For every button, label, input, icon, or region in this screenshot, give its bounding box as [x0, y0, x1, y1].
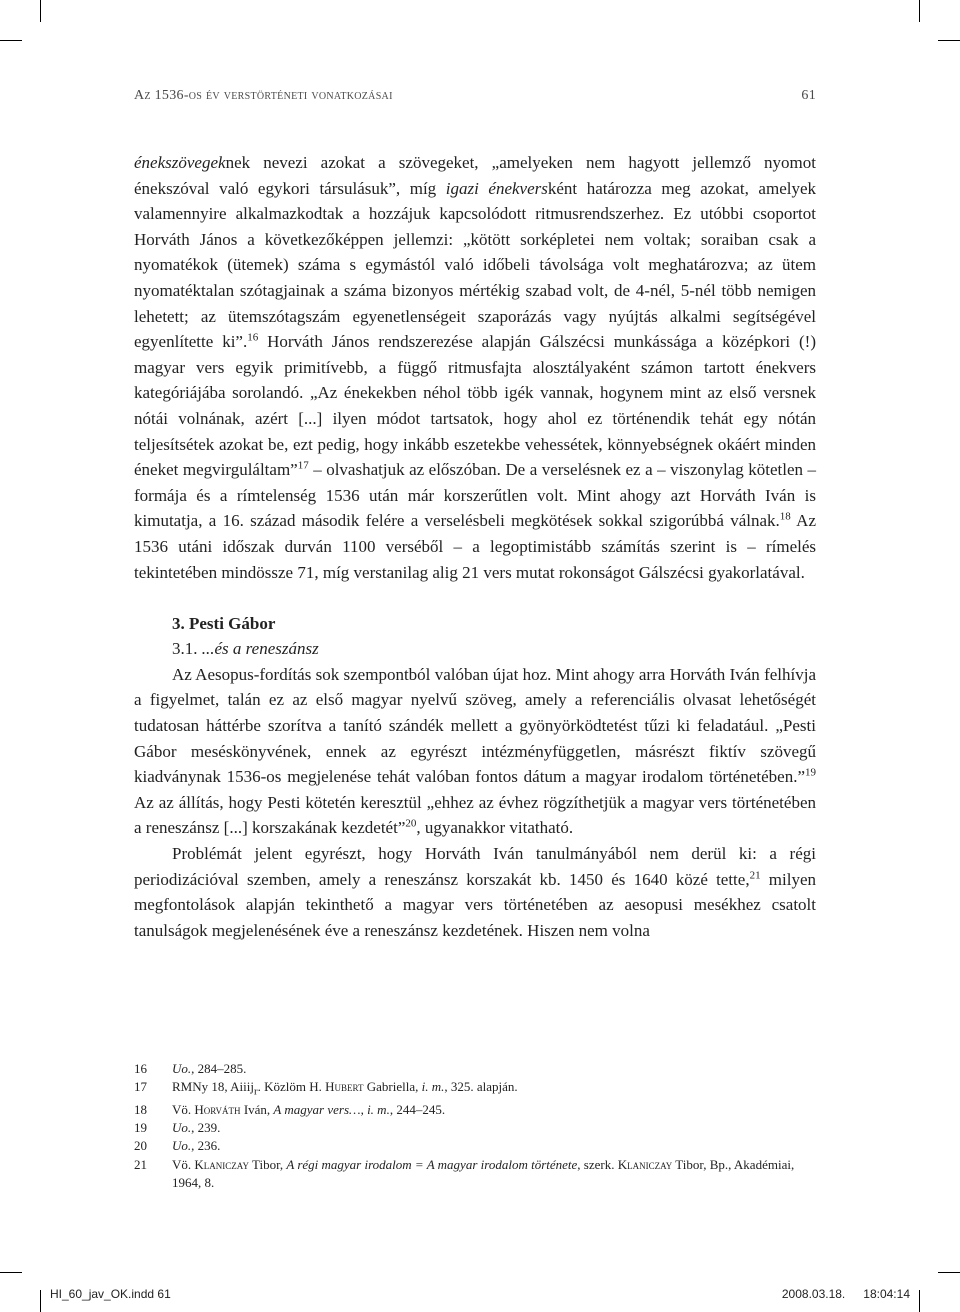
- author-name: Horváth: [194, 1102, 241, 1117]
- footnote-text: Vö.: [172, 1102, 195, 1117]
- footnote-number: 16: [134, 1061, 147, 1076]
- footnote-italic: A régi magyar irodalom = A magyar irodalom története: [286, 1156, 578, 1172]
- footnote-text: Gabriella,: [363, 1079, 422, 1095]
- footnote-italic: A magyar vers…: [273, 1102, 361, 1117]
- text-run: ként határozza meg azokat, amelyek valamennyire alkalmazkodtak a hozzájuk kapcsolódott ritmusrendszerhez. Ez utóbbi csoportot Horváth János a következőképpen jellemzi: „kötött sorképletei nem voltak; soraiban csak a nyomatékok (ütemek) száma s egymástól való időbeli távolsága volt meghatározva; az ütem nyomatéktalan szótagjainak a száma bizonyos mértékig szabad volt, de 4-nél, 5-nél több nemigen lehetett; az ütemszótagszám egyenetlenségeit szaporázás vagy nyújtás alkalmi segítségével egyenlítette ki”.: [134, 178, 817, 352]
- text-run: nek nevezi azokat a szövegeket, „amelyeken nem hagyott jellemző nyomot énekszóval való egykori társulásuk”, míg: [134, 153, 816, 198]
- footnote-text: , szerk.: [577, 1156, 618, 1172]
- footnote-text: Iván,: [240, 1102, 274, 1117]
- footnote-number: 20: [134, 1138, 147, 1154]
- footnote-21: [134, 1156, 816, 1192]
- running-head-title: Az 1536-os év verstörténeti vonatkozásai: [134, 88, 393, 103]
- text-run: milyen megfontolások alapján tekinthető a magyar vers történetében az aesopusi mesékhez csatolt tanulságok megjelenésének éve a reneszánsz kezdetének. Hiszen nem volna: [134, 869, 816, 940]
- footnote-ref[interactable]: 19: [805, 766, 816, 779]
- footnote-19: [134, 1119, 816, 1137]
- footnote-italic: i. m.: [367, 1102, 390, 1117]
- footnote-ref[interactable]: 20: [405, 817, 417, 830]
- footnote-text: , 284–285.: [191, 1061, 247, 1076]
- subsection-title: ...és a reneszánsz: [201, 639, 319, 659]
- footnote-text: Tibor, Bp., Akadémiai, 1964, 8.: [172, 1156, 795, 1190]
- text-run: Az 1536 utáni időszak durván 1100 verséből – a legoptimistább számítás szerint is – rímelés tekintetében mindössze 71, míg verstanilag alig 21 vers mutat rokonságot Gálszécsi gyakorlatával.: [134, 511, 816, 582]
- text-run: , ugyanakkor vitatható.: [416, 818, 574, 838]
- footnote-italic: Uo.: [172, 1061, 192, 1076]
- crop-mark: [938, 1272, 960, 1273]
- footnote-20: [134, 1137, 816, 1155]
- footnote-subscript: r: [254, 1085, 258, 1098]
- footnote-italic: Uo.: [172, 1120, 192, 1136]
- text-run: – olvashatjuk az előszóban. De a verselésnek ez a – viszonylag kötetlen – formája és a rímtelenség 1536 után már korszerűtlen volt. Mint ahogy azt Horváth Iván is kimutatja, a 16. század második felére a verselésbeli megkötések sokkal szigorúbbá válnak.: [134, 460, 817, 531]
- italic-term: igazi énekvers: [445, 178, 548, 198]
- footnote-16: [134, 1060, 816, 1078]
- text-run: Az Aesopus-fordítás sok szempontból valóban újat hoz. Mint ahogy arra Horváth Iván felhívja a figyelmet, talán ez az első magyar nyelvű szöveg, amely a referenciális olvasat lehetőségét tudatosan háttérbe szorítva a tanító szándék mellett a gyönyörködtetést tűzi ki feladatául. „Pesti Gábor meséskönyvének, ennek az egyrészt intézményfüggetlen, másrészt fiktív szövegű kiadványnak 1536-os megjelenése tehát valóban fontos dátum a magyar irodalom történetében.”: [134, 664, 816, 787]
- footnote-number: 21: [134, 1156, 147, 1172]
- subsection-number: 3.1.: [172, 639, 202, 659]
- footnote-ref[interactable]: 18: [779, 510, 791, 523]
- footnote-18: [134, 1101, 816, 1119]
- crop-mark: [0, 40, 22, 41]
- slug-timestamp: [764, 1287, 910, 1301]
- paragraph: [134, 841, 816, 943]
- subsection-heading: [172, 636, 816, 662]
- section-heading: 3. Pesti Gábor: [172, 613, 276, 633]
- crop-mark: [40, 0, 41, 22]
- author-name: Klaniczay: [194, 1156, 249, 1172]
- running-head: [134, 88, 816, 108]
- slug-date: 2008.03.18.: [781, 1287, 846, 1301]
- footnote-text: Vö.: [172, 1156, 195, 1172]
- paragraph: [134, 150, 816, 585]
- footnote-text: , 239.: [191, 1120, 221, 1136]
- main-text: [134, 150, 816, 943]
- footnote-ref[interactable]: 16: [247, 331, 259, 344]
- footnote-text: ,: [360, 1102, 368, 1117]
- italic-term: énekszövegek: [134, 153, 226, 172]
- paragraph: [134, 662, 816, 841]
- footnote-italic: Uo.: [172, 1138, 192, 1154]
- crop-mark: [919, 1290, 920, 1312]
- crop-mark: [40, 1290, 41, 1312]
- footnote-text: , 236.: [191, 1138, 221, 1154]
- footnote-text: RMNy 18, Aiiij: [172, 1079, 254, 1095]
- footnote-ref[interactable]: 21: [749, 868, 761, 881]
- footnote-italic: i. m.: [421, 1079, 445, 1095]
- text-run: Horváth János rendszerezése alapján Gálszécsi munkássága a középkori (!) magyar vers egyik primitívebb, a függő ritmusfajta alosztályaként számon tartott énekvers kategóriájába sorolandó. „Az énekekben néhol több igék vannak, hogynem mint az első versnek nótái volnának, azért [...] ilyen módot tartsatok, hogy ahol ez történendik tehát egy nótán teljesítsétek azokat be, ezt pedig, hogy inkább eszetekbe vehessétek, könnyebségnek okáért minden éneket megvirguláltam”: [134, 332, 816, 480]
- author-name: Hubert: [325, 1079, 364, 1095]
- footnote-number: 17: [134, 1079, 147, 1095]
- slug-filename: HI_60_jav_OK.indd 61: [50, 1287, 171, 1301]
- footnotes: [134, 1060, 816, 1192]
- footnote-ref[interactable]: 17: [297, 459, 309, 472]
- text-run: Problémát jelent egyrészt, hogy Horváth Iván tanulmányából nem derül ki: a régi periodizációval szemben, amely a reneszánsz korszakát kb. 1450 és 1640 közé tette,: [134, 844, 816, 889]
- author-name: Klaniczay: [617, 1156, 673, 1172]
- text-run: Az az állítás, hogy Pesti kötetén keresztül „ehhez az évhez rögzíthetjük a magyar vers történetében a reneszánsz [...] korszakának kezdetét”: [134, 792, 816, 838]
- footnote-text: Tibor,: [248, 1156, 287, 1172]
- footnote-text: , 325. alapján.: [444, 1079, 518, 1095]
- crop-mark: [919, 0, 920, 22]
- page-number: 61: [801, 88, 816, 103]
- footnote-number: 18: [134, 1102, 147, 1117]
- footnote-17: [134, 1078, 816, 1101]
- footnote-number: 19: [134, 1120, 147, 1136]
- footnote-text: , 244–245.: [389, 1102, 446, 1117]
- crop-mark: [938, 40, 960, 41]
- footnote-text: . Közlöm H.: [257, 1079, 326, 1095]
- crop-mark: [0, 1272, 22, 1273]
- slug-time: 18:04:14: [863, 1287, 910, 1301]
